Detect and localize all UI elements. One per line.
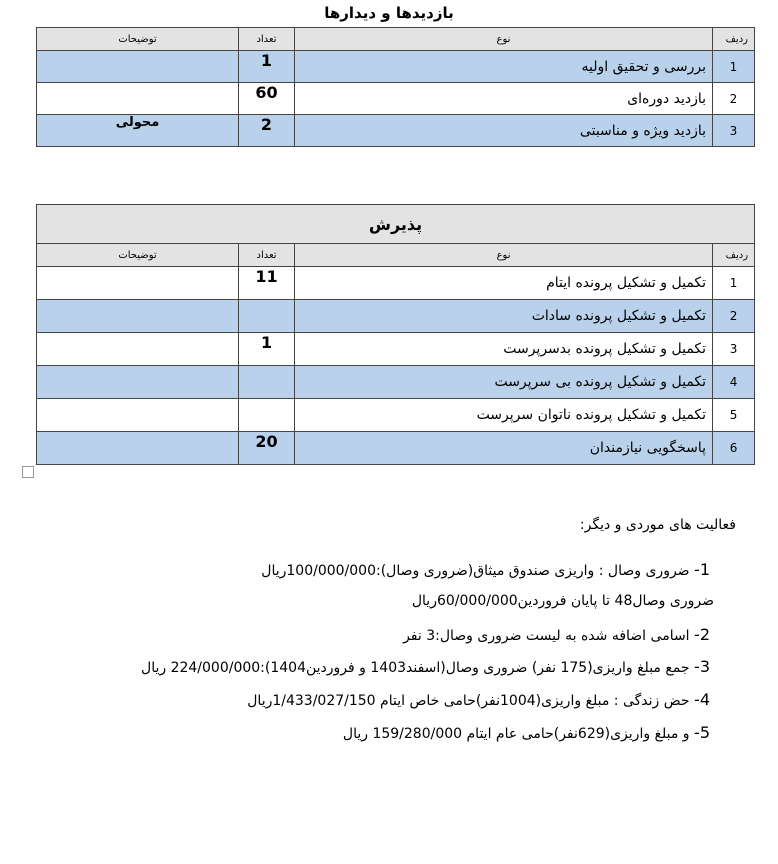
table-row — [37, 83, 755, 115]
type-cell: بررسی و تحقیق اولیه — [295, 51, 713, 83]
type-cell: تکمیل و تشکیل پرونده سادات — [295, 300, 713, 333]
description-cell — [37, 83, 239, 115]
row-number-cell: 4 — [713, 366, 755, 399]
activity-item — [403, 625, 710, 644]
activity-text: جمع مبلغ واریزی(175 نفر) ضروری وصال(اسفند1403 و فروردین1404):224/000/000 ریال — [141, 660, 690, 676]
type-cell: تکمیل و تشکیل پرونده بی سرپرست — [295, 366, 713, 399]
row-number-cell: 2 — [713, 300, 755, 333]
activity-item — [343, 723, 710, 742]
activity-text: ضروری وصال : واریزی صندوق میثاق(ضروری وصال):100/000/000ریال — [261, 563, 690, 579]
admission-table-header — [37, 244, 755, 267]
visits-table — [36, 27, 755, 147]
description-cell: محولی — [37, 115, 239, 147]
activity-text: ضروری وصال48 تا پایان فروردین60/000/000ریال — [411, 593, 714, 609]
description-cell — [37, 51, 239, 83]
activity-number: 3- — [694, 657, 710, 676]
type-cell: تکمیل و تشکیل پرونده بدسرپرست — [295, 333, 713, 366]
type-cell: بازدید دوره‌ای — [295, 83, 713, 115]
type-cell: بازدید ویژه و مناسبتی — [295, 115, 713, 147]
table-row — [37, 399, 755, 432]
row-number-cell: 6 — [713, 432, 755, 465]
description-cell — [37, 366, 239, 399]
description-cell — [37, 432, 239, 465]
type-cell: تکمیل و تشکیل پرونده ناتوان سرپرست — [295, 399, 713, 432]
activity-text: اسامی اضافه شده به لیست ضروری وصال:3 نفر — [403, 628, 690, 644]
count-cell — [239, 300, 295, 333]
count-cell — [239, 366, 295, 399]
count-cell: 11 — [239, 267, 295, 300]
header-row-number: ردیف — [713, 244, 755, 267]
activity-text: و مبلغ واریزی(629نفر)حامی عام ایتام 159/280/000 ریال — [342, 726, 690, 742]
visits-table-title: بازدیدها و دیدارها — [324, 4, 454, 22]
row-number-cell: 5 — [713, 399, 755, 432]
activity-item — [247, 690, 710, 709]
table-row — [37, 432, 755, 465]
header-count: تعداد — [239, 28, 295, 51]
activity-item — [141, 657, 710, 676]
type-cell: پاسخگویی نیازمندان — [295, 432, 713, 465]
table-row — [37, 366, 755, 399]
table-row — [37, 300, 755, 333]
table-row — [37, 51, 755, 83]
activity-number: 4- — [694, 690, 710, 709]
count-cell — [239, 399, 295, 432]
activity-number: 2- — [694, 625, 710, 644]
table-row — [37, 267, 755, 300]
count-cell: 60 — [239, 83, 295, 115]
description-cell — [37, 333, 239, 366]
count-cell: 2 — [239, 115, 295, 147]
activity-number: 5- — [694, 723, 710, 742]
row-number-cell: 3 — [713, 333, 755, 366]
type-cell: تکمیل و تشکیل پرونده ایتام — [295, 267, 713, 300]
count-cell: 1 — [239, 333, 295, 366]
activities-heading: فعالیت های موردی و دیگر: — [579, 517, 736, 533]
header-row-number: ردیف — [713, 28, 755, 51]
row-number-cell: 1 — [713, 267, 755, 300]
activity-item — [412, 593, 714, 609]
description-cell — [37, 399, 239, 432]
activity-number: 1- — [694, 560, 710, 579]
count-cell: 1 — [239, 51, 295, 83]
admission-table-caption-row — [37, 205, 755, 244]
table-row — [37, 115, 755, 147]
description-cell — [37, 267, 239, 300]
activity-text: حض زندگی : مبلغ واریزی(1004نفر)حامی خاص ایتام 1/433/027/150ریال — [247, 693, 690, 709]
header-count: تعداد — [239, 244, 295, 267]
header-type: نوع — [295, 244, 713, 267]
count-cell: 20 — [239, 432, 295, 465]
row-number-cell: 3 — [713, 115, 755, 147]
header-type: نوع — [295, 28, 713, 51]
admission-table-title: پذیرش — [37, 205, 755, 244]
table-row — [37, 333, 755, 366]
activity-item — [261, 560, 710, 579]
admission-table — [36, 204, 755, 465]
row-number-cell: 1 — [713, 51, 755, 83]
description-cell — [37, 300, 239, 333]
header-description: توضیحات — [37, 28, 239, 51]
table-resize-handle[interactable] — [22, 466, 34, 478]
visits-table-header — [37, 28, 755, 51]
header-description: توضیحات — [37, 244, 239, 267]
row-number-cell: 2 — [713, 83, 755, 115]
